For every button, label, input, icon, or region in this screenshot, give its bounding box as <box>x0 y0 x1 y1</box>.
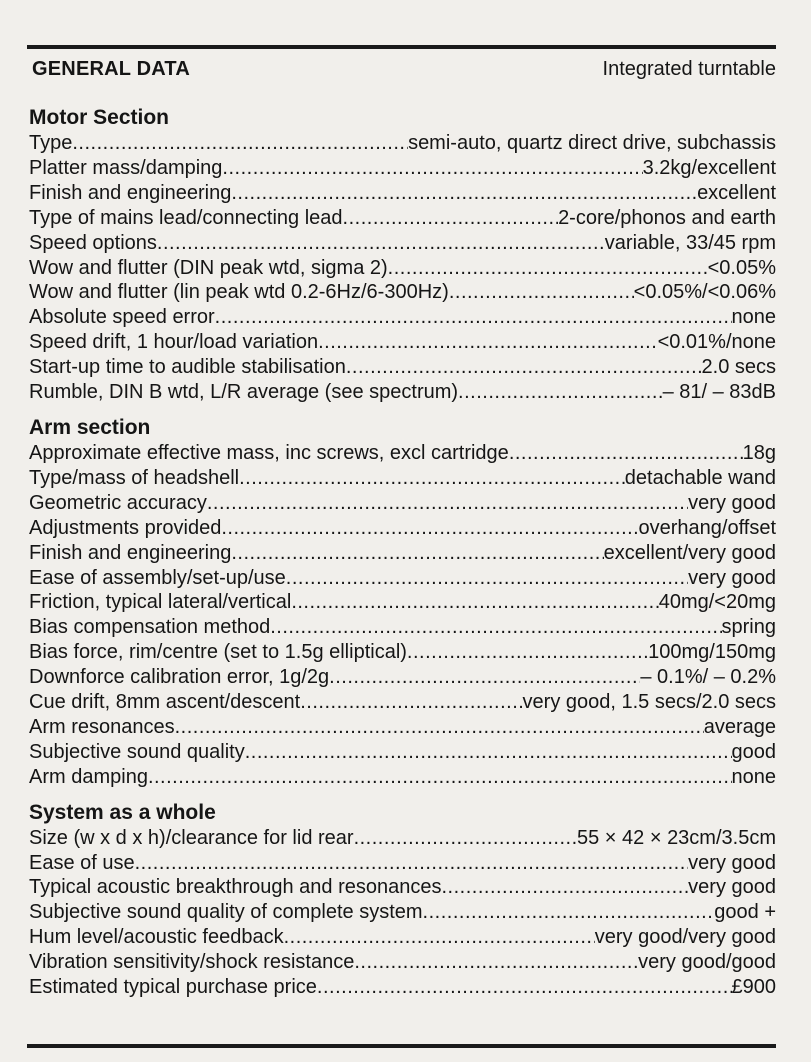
spec-value: 55 × 42 × 23cm/3.5cm <box>576 826 776 849</box>
spec-row <box>29 665 776 690</box>
header <box>32 58 776 81</box>
spec-value: £900 <box>731 976 776 999</box>
spec-value: very good/very good <box>594 926 776 949</box>
spec-row <box>29 950 776 975</box>
dot-leader <box>286 566 688 591</box>
spec-row <box>29 900 776 925</box>
spec-row <box>29 740 776 765</box>
dot-leader <box>231 541 603 566</box>
spec-value: 2.0 secs <box>701 356 776 379</box>
spec-value: <0.05% <box>707 256 776 279</box>
spec-label: Finish and engineering <box>29 181 232 204</box>
dot-leader <box>317 975 732 1000</box>
spec-value: 2-core/phonos and earth <box>558 206 776 229</box>
spec-value: detachable wand <box>624 466 776 489</box>
spec-value: good + <box>714 901 776 924</box>
spec-row <box>29 156 776 181</box>
dot-leader <box>284 925 595 950</box>
spec-label: Arm resonances <box>29 715 175 738</box>
spec-row <box>29 466 776 491</box>
spec-row <box>29 690 776 715</box>
spec-row <box>29 875 776 900</box>
spec-label: Type of mains lead/connecting lead <box>29 206 343 229</box>
spec-value: 40mg/<20mg <box>658 591 776 614</box>
spec-value: – 0.1%/ – 0.2% <box>640 666 776 689</box>
spec-value: variable, 33/45 rpm <box>604 231 776 254</box>
spec-value: 18g <box>742 441 776 464</box>
dot-leader <box>231 181 697 206</box>
spec-row <box>29 355 776 380</box>
spec-label: Size (w x d x h)/clearance for lid rear <box>29 826 354 849</box>
dot-leader <box>388 256 708 281</box>
dot-leader <box>354 950 638 975</box>
dot-leader <box>175 715 704 740</box>
dot-leader <box>509 441 743 466</box>
spec-label: Speed options <box>29 231 157 254</box>
dot-leader <box>207 491 688 516</box>
dot-leader <box>318 330 657 355</box>
dot-leader <box>449 280 634 305</box>
spec-label: Bias compensation method <box>29 616 271 639</box>
spec-row <box>29 516 776 541</box>
spec-row <box>29 330 776 355</box>
spec-content <box>29 105 776 1010</box>
top-rule <box>27 45 776 49</box>
spec-label: Arm damping <box>29 765 148 788</box>
spec-label: Geometric accuracy <box>29 491 207 514</box>
spec-value: excellent <box>697 181 776 204</box>
spec-row <box>29 206 776 231</box>
dot-leader <box>346 355 702 380</box>
spec-value: good <box>731 740 776 763</box>
dot-leader <box>423 900 715 925</box>
spec-value: 100mg/150mg <box>648 641 776 664</box>
spec-label: Start-up time to audible stabilisation <box>29 356 346 379</box>
spec-label: Estimated typical purchase price <box>29 976 317 999</box>
spec-row <box>29 765 776 790</box>
bottom-rule <box>27 1044 776 1048</box>
spec-label: Typical acoustic breakthrough and resonances <box>29 876 442 899</box>
spec-label: Platter mass/damping <box>29 156 223 179</box>
dot-leader <box>458 380 663 405</box>
dot-leader <box>215 305 732 330</box>
spec-row <box>29 131 776 156</box>
general-data-title: GENERAL DATA <box>32 58 190 80</box>
spec-row <box>29 441 776 466</box>
dot-leader <box>270 615 721 640</box>
spec-label: Rumble, DIN B wtd, L/R average (see spectrum) <box>29 381 459 404</box>
spec-label: Type <box>29 132 73 154</box>
spec-label: Hum level/acoustic feedback <box>29 926 284 949</box>
spec-row <box>29 715 776 740</box>
motor-section <box>29 105 776 405</box>
spec-label: Ease of use <box>29 851 135 874</box>
system-section <box>29 800 776 1000</box>
dot-leader <box>354 826 577 851</box>
spec-value: spring <box>721 616 776 639</box>
product-type: Integrated turntable <box>602 58 776 80</box>
spec-label: Wow and flutter (lin peak wtd 0.2-6Hz/6-300Hz) <box>29 281 449 304</box>
spec-label: Speed drift, 1 hour/load variation <box>29 331 319 354</box>
spec-value: none <box>731 306 776 329</box>
spec-label: Wow and flutter (DIN peak wtd, sigma 2) <box>29 256 388 279</box>
spec-label: Finish and engineering <box>29 541 232 564</box>
spec-value: <0.01%/none <box>657 331 776 354</box>
spec-value: 3.2kg/excellent <box>642 156 776 179</box>
dot-leader <box>239 466 625 491</box>
spec-value: very good <box>688 491 776 514</box>
dot-leader <box>329 665 640 690</box>
spec-label: Approximate effective mass, inc screws, excl cartridge <box>29 441 509 464</box>
spec-value: very good <box>688 876 776 899</box>
section-title: Arm section <box>29 415 151 439</box>
spec-label: Friction, typical lateral/vertical <box>29 591 292 614</box>
dot-leader <box>441 875 688 900</box>
dot-leader <box>343 206 559 231</box>
spec-value: very good <box>688 566 776 589</box>
dot-leader <box>222 156 642 181</box>
spec-value: none <box>731 765 776 788</box>
dot-leader <box>300 690 522 715</box>
spec-label: Ease of assembly/set-up/use <box>29 566 286 589</box>
spec-row <box>29 380 776 405</box>
spec-value: very good, 1.5 secs/2.0 secs <box>522 691 776 714</box>
spec-row <box>29 975 776 1000</box>
spec-row <box>29 181 776 206</box>
spec-label: Cue drift, 8mm ascent/descent <box>29 691 301 714</box>
dot-leader <box>221 516 638 541</box>
arm-section <box>29 415 776 790</box>
spec-label: Bias force, rim/centre (set to 1.5g elliptical) <box>29 641 407 664</box>
spec-row <box>29 615 776 640</box>
spec-row <box>29 851 776 876</box>
spec-label: Type/mass of headshell <box>29 466 240 489</box>
section-title: Motor Section <box>29 106 169 129</box>
dot-leader <box>148 765 732 790</box>
dot-leader <box>157 231 605 256</box>
spec-row <box>29 826 776 851</box>
spec-row <box>29 491 776 516</box>
spec-row <box>29 256 776 281</box>
dot-leader <box>135 851 689 876</box>
spec-label: Vibration sensitivity/shock resistance <box>29 951 355 974</box>
spec-value: average <box>703 715 776 738</box>
spec-row <box>29 541 776 566</box>
spec-row <box>29 280 776 305</box>
spec-value: excellent/very good <box>603 541 776 564</box>
spec-row <box>29 925 776 950</box>
spec-value: <0.05%/<0.06% <box>633 281 776 304</box>
spec-value: overhang/offset <box>638 516 776 539</box>
dot-leader <box>72 131 408 156</box>
section-title: System as a whole <box>29 800 216 824</box>
dot-leader <box>245 740 732 765</box>
spec-value: very good <box>688 851 776 874</box>
spec-value: semi-auto, quartz direct drive, subchassis <box>408 132 776 154</box>
spec-value: – 81/ – 83dB <box>662 381 776 404</box>
spec-label: Subjective sound quality <box>29 740 245 763</box>
spec-label: Downforce calibration error, 1g/2g <box>29 666 330 689</box>
spec-row <box>29 640 776 665</box>
spec-label: Subjective sound quality of complete system <box>29 901 423 924</box>
spec-value: very good/good <box>638 951 776 974</box>
dot-leader <box>407 640 648 665</box>
spec-row <box>29 305 776 330</box>
spec-label: Adjustments provided <box>29 516 222 539</box>
spec-row <box>29 590 776 615</box>
spec-row <box>29 566 776 591</box>
spec-label: Absolute speed error <box>29 306 215 329</box>
dot-leader <box>291 590 658 615</box>
spec-row <box>29 231 776 256</box>
